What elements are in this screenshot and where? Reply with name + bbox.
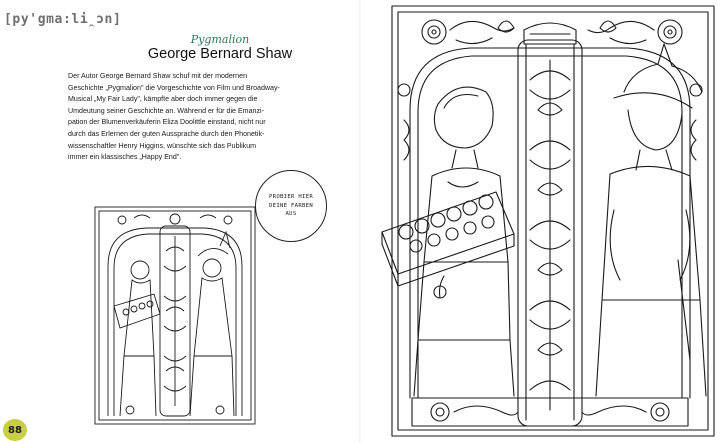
flower-tray: [382, 192, 514, 286]
thumbnail-girl-head: [131, 261, 149, 279]
page-number-badge: [3, 419, 27, 441]
body-line: Umdeutung seiner Geschichte an. Während er für die Emanzi-: [68, 106, 264, 115]
page-gutter: [359, 0, 361, 443]
page-number: 88: [8, 424, 22, 436]
thumbnail-flower-tray: [114, 294, 160, 328]
thumbnail-rose-icon: [170, 214, 180, 224]
body-line: wissenschaftler Henry Higgins, wünschte sich das Publikum: [68, 141, 257, 150]
tulip-icon: [498, 21, 616, 32]
article-title: George Bernard Shaw: [147, 46, 293, 62]
color-test-circle[interactable]: [255, 170, 327, 242]
article-body: [68, 71, 344, 164]
body-line: Geschichte „Pygmalion" die Vorgeschichte von Film und Broadway-: [68, 83, 280, 92]
body-line: Der Autor George Bernard Shaw schuf mit der modernen: [68, 72, 248, 80]
body-line: durch das Erlernen der guten Aussprache durch den Phonetik-: [68, 129, 265, 138]
girl-head: [434, 87, 493, 148]
rose-icon: [431, 403, 449, 421]
thumbnail-lady-head: [203, 259, 221, 277]
flower-girl: [414, 87, 514, 396]
article-subtitle: Pygmalion: [190, 33, 250, 46]
rose-icon: [422, 20, 446, 44]
rose-icon: [658, 20, 682, 44]
body-line: pation der Blumenverkäuferin Eliza Doolittle einstand, nicht nur: [68, 118, 266, 127]
thumbnail-preview: [94, 206, 256, 425]
body-line: Musical „My Fair Lady", kämpfte aber doch immer gegen die: [68, 95, 258, 104]
color-test-label: PROBIER HIER DEINE FARBEN AUS: [268, 194, 313, 218]
rose-icon: [651, 403, 669, 421]
body-line: immer ein klassisches „Happy End".: [68, 153, 182, 162]
coloring-illustration[interactable]: [378, 0, 720, 443]
brand-phonetic-title: [py'gma:li̯ɔn]: [4, 12, 122, 27]
lady-head: [628, 110, 682, 150]
